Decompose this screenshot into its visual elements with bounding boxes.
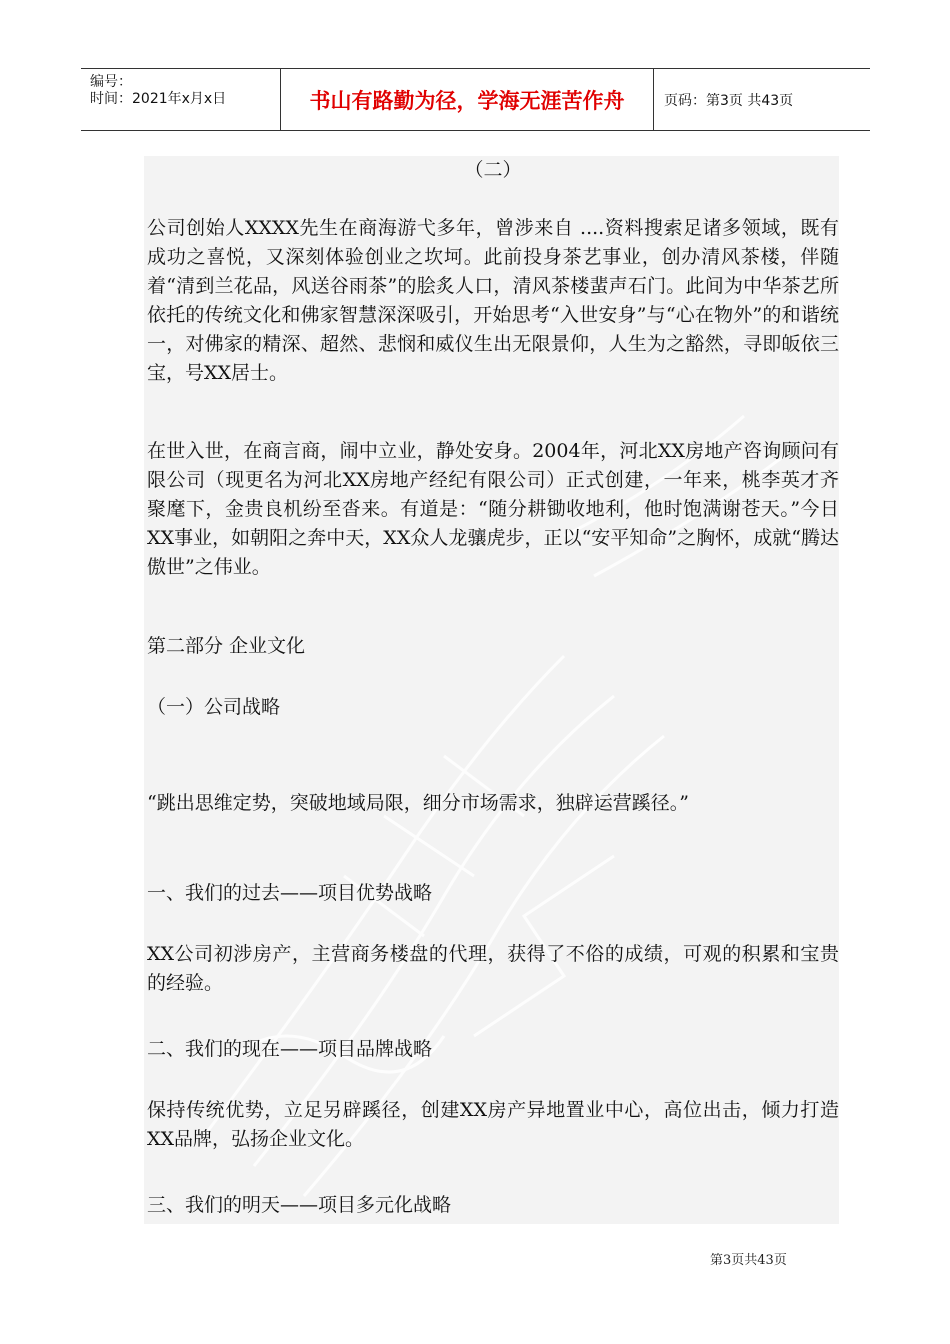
document-body [144,156,839,1224]
paragraph-founder: 公司创始人XXXX先生在商海游弋多年，曾涉来自 ....资料搜索足诸多领域，既有成功之喜悦，又深刻体验创业之坎坷。此前投身茶艺事业，创办清风茶楼，伴随着“清到兰花品，风送谷雨茶”的脍炙人口，清风茶楼蜚声石门。此间为中华茶艺所依托的传统文化和佛家智慧深深吸引，开始思考“入世安身”与“心在物外”的和谐统一，对佛家的精深、超然、悲悯和威仪生出无限景仰，人生为之豁然，寻即皈依三宝，号XX居士。 [147,217,839,384]
paragraph-company: 在世入世，在商言商，闹中立业，静处安身。2004年，河北XX房地产咨询顾问有限公司（现更名为河北XX房地产经纪有限公司）正式创建，一年来，桃李英才齐聚麾下，金贵良机纷至沓来。有道是：“随分耕锄收地利，他时饱满谢苍天。”今日XX事业，如朝阳之奔中天，XX众人龙骧虎步，正以“安平知命”之胸怀，成就“腾达傲世”之伟业。 [147,440,839,578]
paragraph-present: 保持传统优势，立足另辟蹊径，创建XX房产异地置业中心，高位出击，倾力打造XX品牌，弘扬企业文化。 [147,1099,839,1150]
document-number-label: 编号： [90,74,132,90]
heading-past: 一、我们的过去——项目优势战略 [147,882,433,904]
header-page-info: 页码：第3页 共43页 [664,92,794,109]
header-meta [81,69,281,130]
strategy-quote: “跳出思维定势，突破地域局限，细分市场需求，独辟运营蹊径。” [147,792,689,814]
heading-future: 三、我们的明天——项目多元化战略 [147,1194,452,1216]
heading-present: 二、我们的现在——项目品牌战略 [147,1038,433,1060]
document-time-label: 时间：2021年x月x日 [90,91,227,107]
page-header [81,68,870,131]
subsection-title: （一）公司战略 [147,696,281,718]
page-footer: 第3页共43页 [710,1253,787,1268]
section-mark: （二） [464,159,522,181]
header-motto: 书山有路勤为径，学海无涯苦作舟 [281,69,654,130]
paragraph-past: XX公司初涉房产，主营商务楼盘的代理，获得了不俗的成绩，可观的积累和宝贵的经验。 [147,943,839,994]
part-title: 第二部分 企业文化 [147,635,306,657]
